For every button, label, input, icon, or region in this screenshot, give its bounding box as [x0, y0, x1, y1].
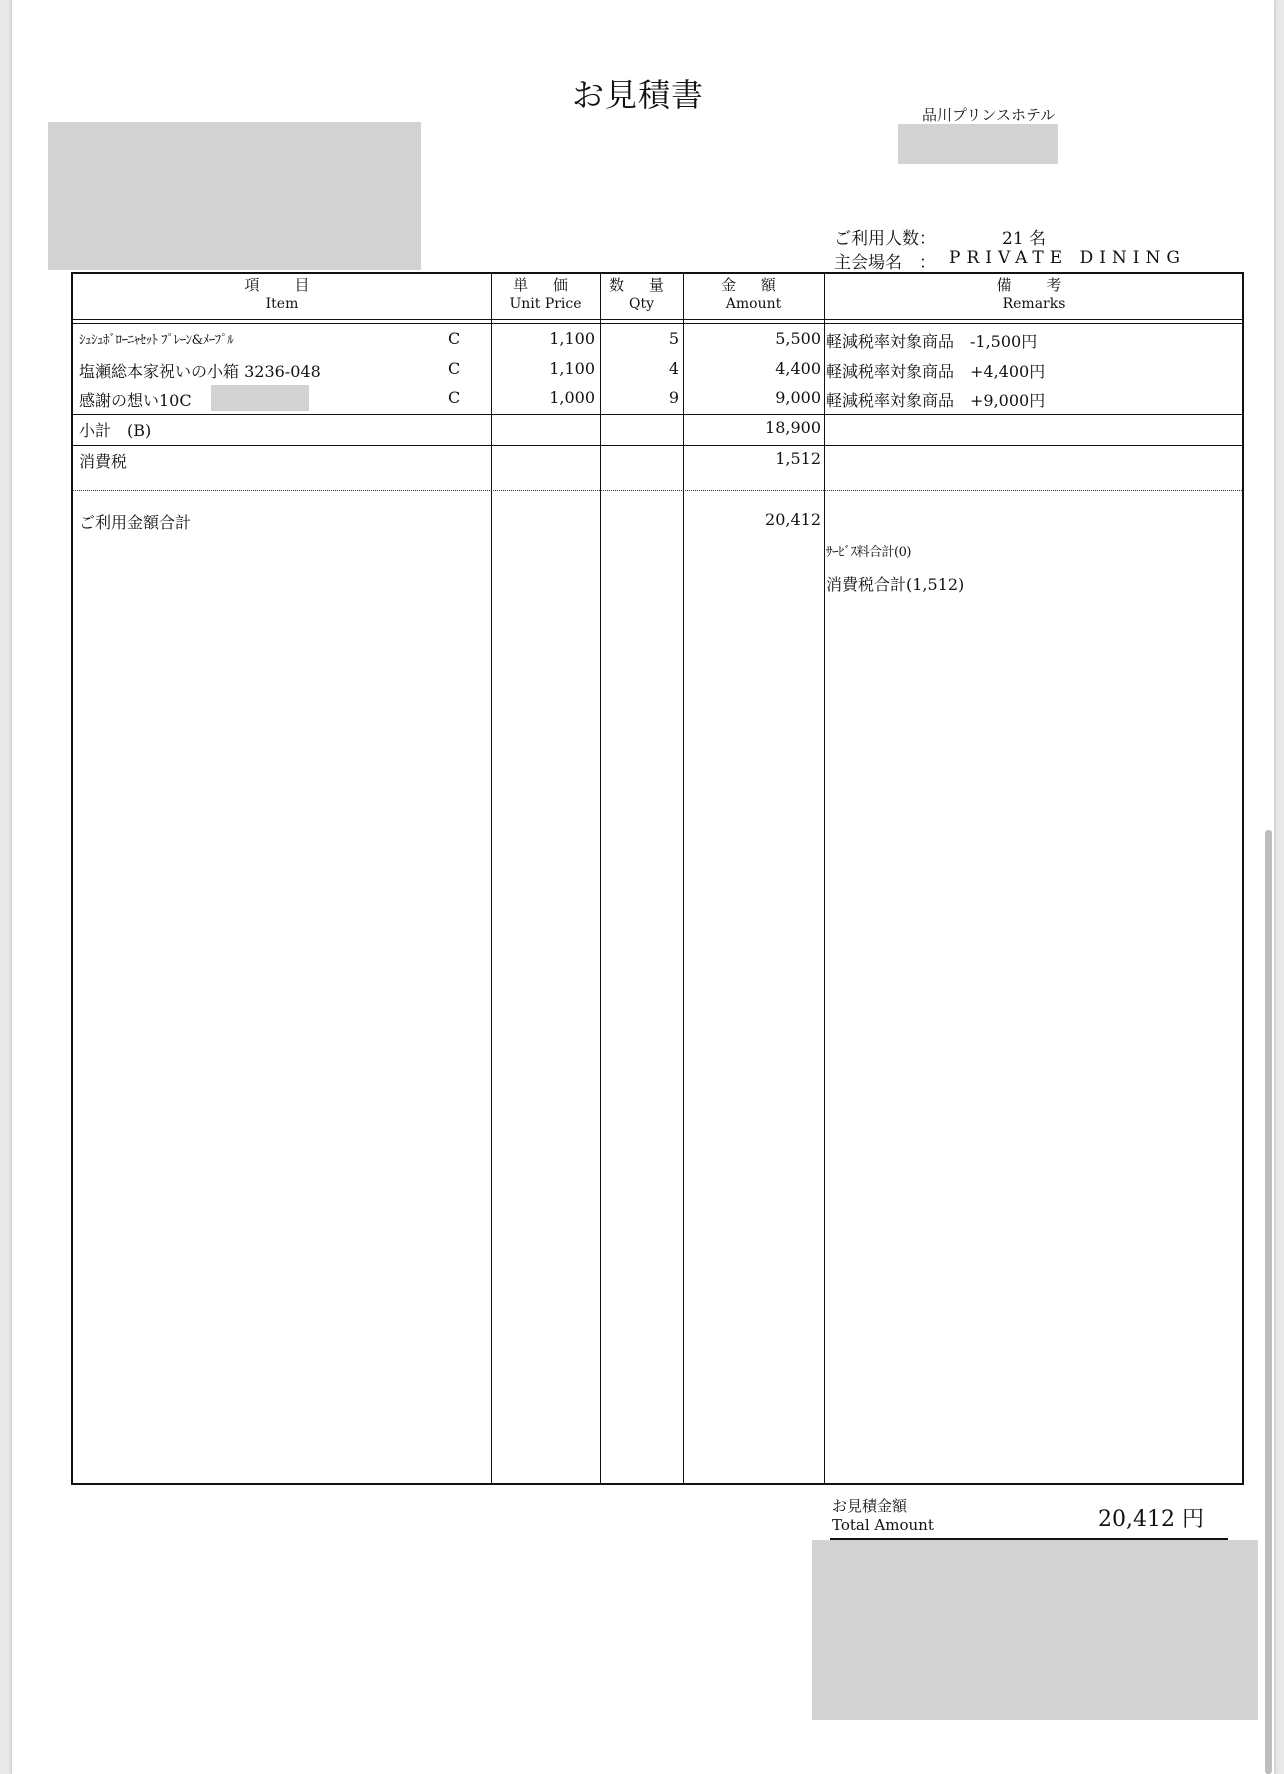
row-item-name: ｼｭｼｭﾎﾞﾛｰﾆｬｾｯﾄ ﾌﾟﾚｰﾝ&ﾒｰﾌﾟﾙ — [79, 333, 234, 348]
header-qty-jp: 数 量 — [609, 276, 674, 294]
header-amount — [683, 276, 824, 314]
row-remark: 軽減税率対象商品 +4,400円 — [826, 362, 1046, 381]
redacted-address-block — [48, 122, 421, 270]
header-qty — [600, 276, 683, 314]
tax-value: 1,512 — [775, 449, 821, 468]
row-qty: 9 — [668, 388, 679, 407]
grand-total-value: 20,412 円 — [1098, 1507, 1204, 1532]
header-item-jp: 項 目 — [244, 276, 320, 294]
header-price-jp: 単 価 — [513, 276, 578, 294]
row-qty: 4 — [668, 359, 679, 378]
venue-label: 主会場名 ： — [834, 253, 936, 273]
redacted-signature-block — [812, 1540, 1258, 1720]
row-unit-price: 1,100 — [549, 329, 595, 348]
header-remarks-jp: 備 考 — [996, 276, 1072, 294]
total-divider — [73, 490, 1242, 491]
hotel-name: 品川プリンスホテル — [922, 106, 1056, 124]
column-divider — [491, 274, 492, 1483]
scrollbar[interactable] — [1265, 830, 1272, 1774]
row-divider — [73, 414, 1242, 415]
row-unit-price: 1,000 — [549, 388, 595, 407]
grand-total-label-en: Total Amount — [832, 1516, 934, 1534]
service-charge-note: ｻｰﾋﾞｽ料合計(0) — [826, 545, 911, 560]
redacted-item-detail — [211, 385, 309, 411]
header-price-en: Unit Price — [509, 296, 582, 312]
guest-count-value: 21 名 — [1002, 229, 1047, 249]
document-title: お見積書 — [572, 76, 705, 114]
grand-total-label-jp: お見積金額 — [832, 1497, 908, 1515]
venue-value: PRIVATE DINING — [949, 248, 1186, 268]
header-item — [73, 276, 491, 314]
header-remarks-en: Remarks — [1002, 296, 1066, 312]
header-item-en: Item — [265, 296, 299, 312]
row-unit-price: 1,100 — [549, 359, 595, 378]
row-amount: 9,000 — [775, 388, 821, 407]
estimate-page — [12, 0, 1274, 1774]
row-item-name: 感謝の想い10C — [79, 391, 192, 410]
subtotal-value: 18,900 — [765, 418, 821, 437]
row-divider — [73, 445, 1242, 446]
header-price — [491, 276, 600, 314]
tax-label: 消費税 — [79, 452, 128, 471]
estimate-table — [71, 272, 1244, 1485]
header-amount-jp: 金 額 — [721, 276, 786, 294]
row-amount: 5,500 — [775, 329, 821, 348]
tax-total-note: 消費税合計(1,512) — [826, 575, 965, 594]
row-remark: 軽減税率対象商品 -1,500円 — [826, 332, 1038, 351]
header-qty-en: Qty — [628, 296, 654, 312]
row-amount: 4,400 — [775, 359, 821, 378]
guest-count-label: ご利用人数： — [834, 229, 936, 249]
header-divider — [73, 323, 1242, 324]
subtotal-label: 小計 (B) — [79, 421, 152, 440]
row-item-code: C — [448, 329, 461, 348]
total-label: ご利用金額合計 — [79, 513, 192, 532]
header-remarks — [824, 276, 1244, 314]
column-divider — [824, 274, 825, 1483]
row-item-name: 塩瀬総本家祝いの小箱 3236-048 — [79, 362, 321, 381]
redacted-hotel-contact — [898, 124, 1058, 164]
row-item-code: C — [448, 388, 461, 407]
row-qty: 5 — [668, 329, 679, 348]
column-divider — [600, 274, 601, 1483]
row-remark: 軽減税率対象商品 +9,000円 — [826, 391, 1046, 410]
header-amount-en: Amount — [725, 296, 782, 312]
header-divider — [73, 319, 1242, 320]
row-item-code: C — [448, 359, 461, 378]
total-value: 20,412 — [765, 510, 821, 529]
